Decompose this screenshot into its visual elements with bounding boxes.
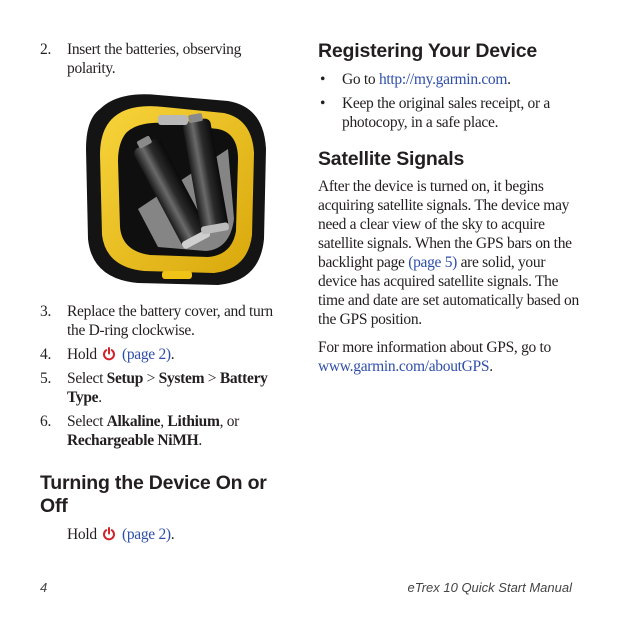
heading-registering: Registering Your Device	[318, 40, 538, 62]
power-icon	[102, 527, 116, 541]
heading-turning-on: Turning the Device On or Off	[40, 472, 267, 517]
separator: ,	[160, 413, 168, 430]
page-link[interactable]: (page 5)	[408, 254, 458, 271]
bullet-text: Keep the original sales receipt, or a photocopy, in a safe place.	[342, 95, 550, 131]
satellite-paragraph	[318, 177, 580, 329]
menu-setup: Setup	[106, 370, 144, 387]
step-text-pre: Hold	[67, 346, 97, 363]
option-alkaline: Alkaline	[106, 413, 161, 430]
heading-satellite: Satellite Signals	[318, 148, 465, 170]
step-2	[40, 40, 290, 78]
step-number: 5.	[40, 370, 52, 387]
garmin-register-link[interactable]: http://my.garmin.com	[378, 71, 508, 88]
bullet-dot: •	[320, 71, 326, 88]
step-number: 4.	[40, 346, 52, 363]
bullet-text-post: .	[507, 71, 511, 88]
step-text: Replace the battery cover, and turn the D-ring clockwise.	[67, 303, 273, 339]
step-4	[40, 345, 290, 364]
page-number: 4	[40, 580, 48, 595]
para-text: After the device is turned on, it begins acquiring satellite signals. The device may need a clear view of the sky to acquire satellite signals. When the GPS bars on the backlight page	[318, 178, 572, 271]
menu-battery-type: Battery Type	[67, 370, 268, 406]
menu-system: System	[158, 370, 205, 387]
bullet-text: Go to	[342, 71, 379, 88]
about-gps-link[interactable]: www.garmin.com/aboutGPS	[318, 358, 490, 375]
step-text-pre: Select	[67, 413, 107, 430]
para-text: are solid, your device has acquired satellite signals. The time and date are set automatically based on the GPS position.	[318, 254, 579, 328]
step-3	[40, 302, 290, 340]
device-battery-photo	[78, 89, 274, 289]
gps-info-paragraph	[318, 338, 580, 376]
step-text-post: .	[98, 389, 102, 406]
step-number: 2.	[40, 41, 52, 58]
bullet-dot: •	[320, 95, 326, 112]
right-column	[318, 40, 580, 376]
separator: >	[204, 370, 220, 387]
separator: , or	[219, 413, 240, 430]
step-text-pre: Select	[67, 370, 107, 387]
step-6	[40, 412, 290, 450]
option-rechargeable-nimh: Rechargeable NiMH	[67, 432, 199, 449]
step-text-post: .	[198, 432, 202, 449]
bullet-item	[318, 70, 580, 89]
step-text-post: .	[170, 346, 175, 363]
page-link[interactable]: (page 2)	[121, 526, 171, 543]
step-5	[40, 369, 290, 407]
step-text: Insert the batteries, observing polarity.	[67, 41, 242, 77]
para-text: .	[489, 358, 493, 375]
page-link[interactable]: (page 2)	[121, 346, 171, 363]
left-column	[40, 40, 290, 544]
para-text: For more information about GPS, go to	[318, 339, 552, 356]
manual-title: eTrex 10 Quick Start Manual	[407, 580, 572, 595]
bullet-item	[318, 94, 580, 132]
power-icon	[102, 347, 116, 361]
hold-line	[40, 525, 290, 544]
hold-text-post: .	[170, 526, 175, 543]
hold-text: Hold	[67, 526, 97, 543]
step-number: 3.	[40, 303, 52, 320]
option-lithium: Lithium	[167, 413, 220, 430]
separator: >	[143, 370, 159, 387]
step-number: 6.	[40, 413, 52, 430]
